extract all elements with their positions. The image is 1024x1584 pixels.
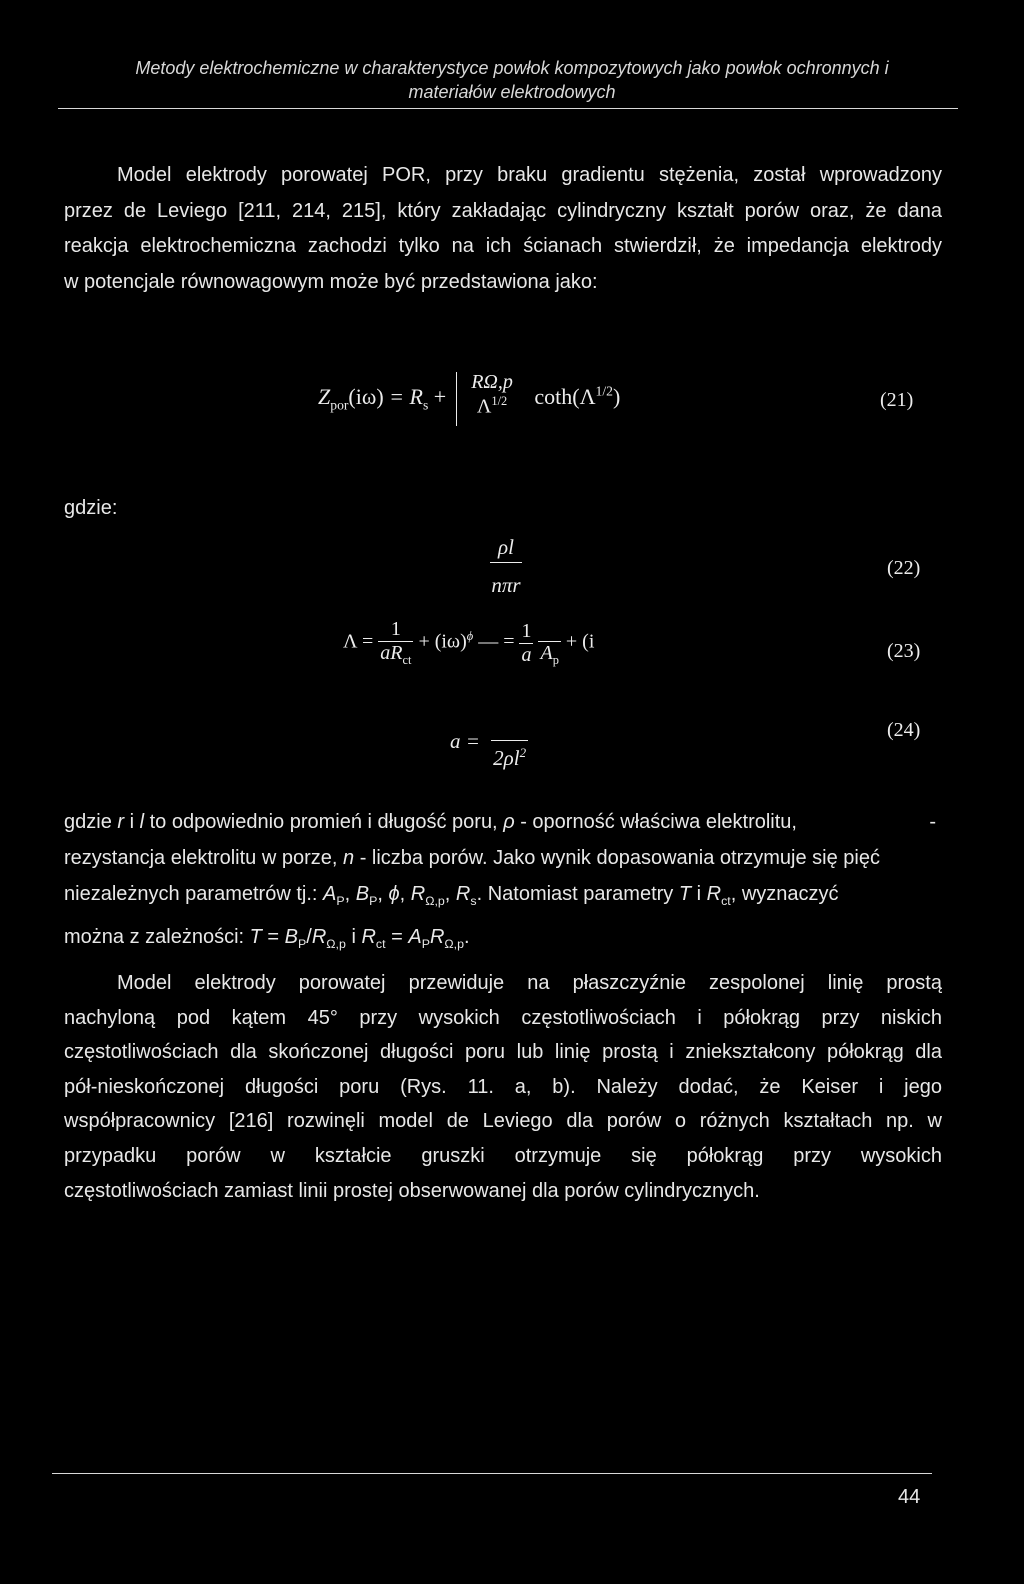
bracket-left xyxy=(456,372,460,426)
paragraph-model-description xyxy=(64,966,942,1208)
paragraph-model-line-2: nachyloną pod kątem 45° przy wysokich częstotliwościach i półokrąg przy niskich xyxy=(64,1006,942,1029)
paragraph-intro-line-4: w potencjale równowagowym może być przedstawiona jako: xyxy=(64,270,598,293)
equation-22-number: (22) xyxy=(887,557,921,579)
paragraph-model-line-1: Model elektrody porowatej przewiduje na płaszczyźnie zespolonej linię prostą xyxy=(117,972,942,994)
paragraph-intro-line-3: reakcja elektrochemiczna zachodzi tylko na ich ścianach stwierdził, że impedancja elektrody xyxy=(64,235,942,257)
equation-21: $Z_{por}(i\omega) = R_s$ + RΩ,p $\Lambda^{1/2}$ $\cot h(\Lambda^{1/2})$ xyxy=(318,372,620,426)
equation-24: a = $2\rho l^2$ xyxy=(450,728,527,770)
running-header xyxy=(40,56,984,104)
equation-23-number: (23) xyxy=(887,640,921,662)
paragraph-model-line-4: pół-nieskończonej długości poru (Rys. 11. a, b). Należy dodać, że Keiser i jego xyxy=(64,1075,942,1098)
paragraph-model-line-5: współpracownicy [216] rozwinęli model de Leviego dla porów o różnych kształtach np. w xyxy=(64,1110,942,1133)
paragraph-model-line-6: przypadku porów w kształcie gruszki otrzymuje się półokrąg przy wysokich xyxy=(64,1144,942,1167)
footer-divider xyxy=(52,1473,932,1474)
equation-24-number: (24) xyxy=(887,719,921,741)
paragraph-definitions-line-4: można z zależności: $T = B_P/R_{\Omega,p}$ i $R_{ct} = A_PR_{\Omega,p}$. xyxy=(64,926,470,951)
header-divider xyxy=(58,108,958,109)
equation-23: Λ = $\frac{1}{aR_{ct}}$ + $(i\omega)^\phi$ — = $\frac{1}{a}$ $A_p$ + (i xyxy=(343,618,595,667)
equation-21-fraction: RΩ,p $\Lambda^{1/2}$ xyxy=(471,371,513,418)
gdzie-label: gdzie: xyxy=(64,497,118,519)
paragraph-intro-line-2: przez de Leviego [211, 214, 215], który zakładając cylindryczny kształt porów oraz, że dana xyxy=(64,199,942,222)
running-header-line-2: materiałów elektrodowych xyxy=(408,82,616,102)
running-header-line-1: Metody elektrochemiczne w charakterystyce powłok kompozytowych jako powłok ochronnych i xyxy=(135,58,889,78)
paragraph-intro xyxy=(64,158,942,300)
page-number: 44 xyxy=(898,1486,921,1508)
equation-22: $\frac{\rho l}{\text{nπr}}$ xyxy=(491,535,521,597)
paragraph-definitions-line-1: gdzie r i l to odpowiednio promień i długość poru, ρ - oporność właściwa elektrolitu, - xyxy=(64,811,936,833)
paragraph-definitions-line-3: niezależnych parametrów tj.: $A_P$, $B_P$, ϕ, $R_{\Omega,p}$, $R_s$. Natomiast parametry T i $R_{ct}$, wyznaczyć xyxy=(64,883,839,908)
paragraph-definitions-line-2: rezystancja elektrolitu w porze, n - liczba porów. Jako wynik dopasowania otrzymuje się pięć xyxy=(64,847,880,869)
paragraph-intro-line-1: Model elektrody porowatej POR, przy braku gradientu stężenia, został wprowadzony xyxy=(117,164,942,186)
equation-21-number: (21) xyxy=(880,389,914,411)
paragraph-definitions xyxy=(64,804,942,962)
paragraph-model-line-7: częstotliwościach zamiast linii prostej obserwowanej dla porów cylindrycznych. xyxy=(64,1179,760,1202)
paragraph-model-line-3: częstotliwościach dla skończonej długości poru lub linię prostą i zniekształcony półokrąg dla xyxy=(64,1041,942,1064)
